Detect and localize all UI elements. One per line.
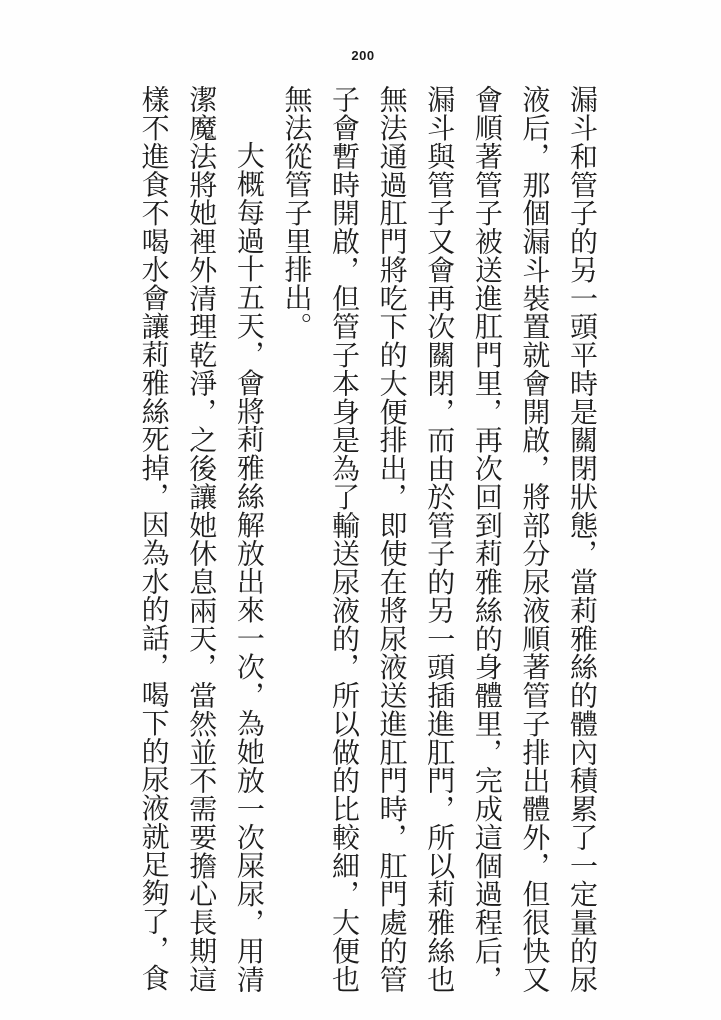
paragraph-2: 大概每過十五天，會將莉雅絲解放出來一次，為她放一次屎尿，用清潔魔法將她裡外清理乾淨，之後讓她休息兩天，當然並不需要擔心長期這樣不進食不喝水會讓莉雅絲死掉，因為水的話，喝下的尿液就足夠了，食 [137,85,264,993]
page-number: 200 [351,48,375,63]
paragraph-1: 漏斗和管子的另一頭平時是關閉狀態，當莉雅絲的體內積累了一定量的尿液后，那個漏斗裝置就會開啟，將部分尿液順著管子排出體外，但很快又會順著管子被送進肛門里，再次回到莉雅絲的身體里，完成這個過程后，漏斗與管子又會再次關閉，而由於管子的另一頭插進肛門，所以莉雅絲也無法通過肛門將吃下的大便排出，即使在將尿液送進肛門時，肛門處的管子會暫時開啟，但管子本身是為了輸送尿液的，所以做的比較細，大便也無法從管子里排出。 [280,85,597,993]
vertical-text-block [129,85,605,993]
